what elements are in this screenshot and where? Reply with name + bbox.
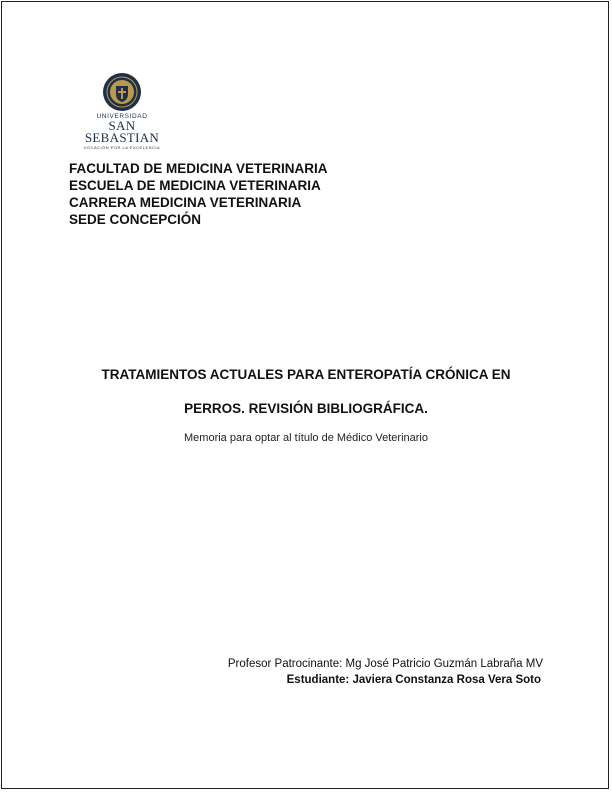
faculty-heading: [69, 160, 328, 228]
logo-text-university: UNIVERSIDAD: [96, 113, 148, 120]
career-line: CARRERA MEDICINA VETERINARIA: [69, 195, 302, 210]
thesis-subtitle: Memoria para optar al título de Médico Veterinario: [184, 432, 428, 444]
logo-text-motto: VOCACIÓN POR LA EXCELENCIA: [83, 145, 161, 150]
thesis-title-line-2: PERROS. REVISIÓN BIBLIOGRÁFICA.: [184, 401, 428, 416]
school-line: ESCUELA DE MEDICINA VETERINARIA: [69, 178, 321, 193]
university-logo: [70, 72, 174, 150]
thesis-title-line-1: TRATAMIENTOS ACTUALES PARA ENTEROPATÍA CRÓNICA EN: [101, 367, 511, 382]
campus-line: SEDE CONCEPCIÓN: [69, 212, 202, 227]
student-name: Estudiante: Javiera Constanza Rosa Vera Soto: [286, 674, 541, 686]
faculty-line: FACULTAD DE MEDICINA VETERINARIA: [69, 161, 328, 176]
sponsor-professor: Profesor Patrocinante: Mg José Patricio Guzmán Labraña MV: [227, 658, 543, 670]
university-seal-icon: [102, 72, 142, 112]
logo-text-name: SAN SEBASTIAN: [84, 118, 160, 145]
